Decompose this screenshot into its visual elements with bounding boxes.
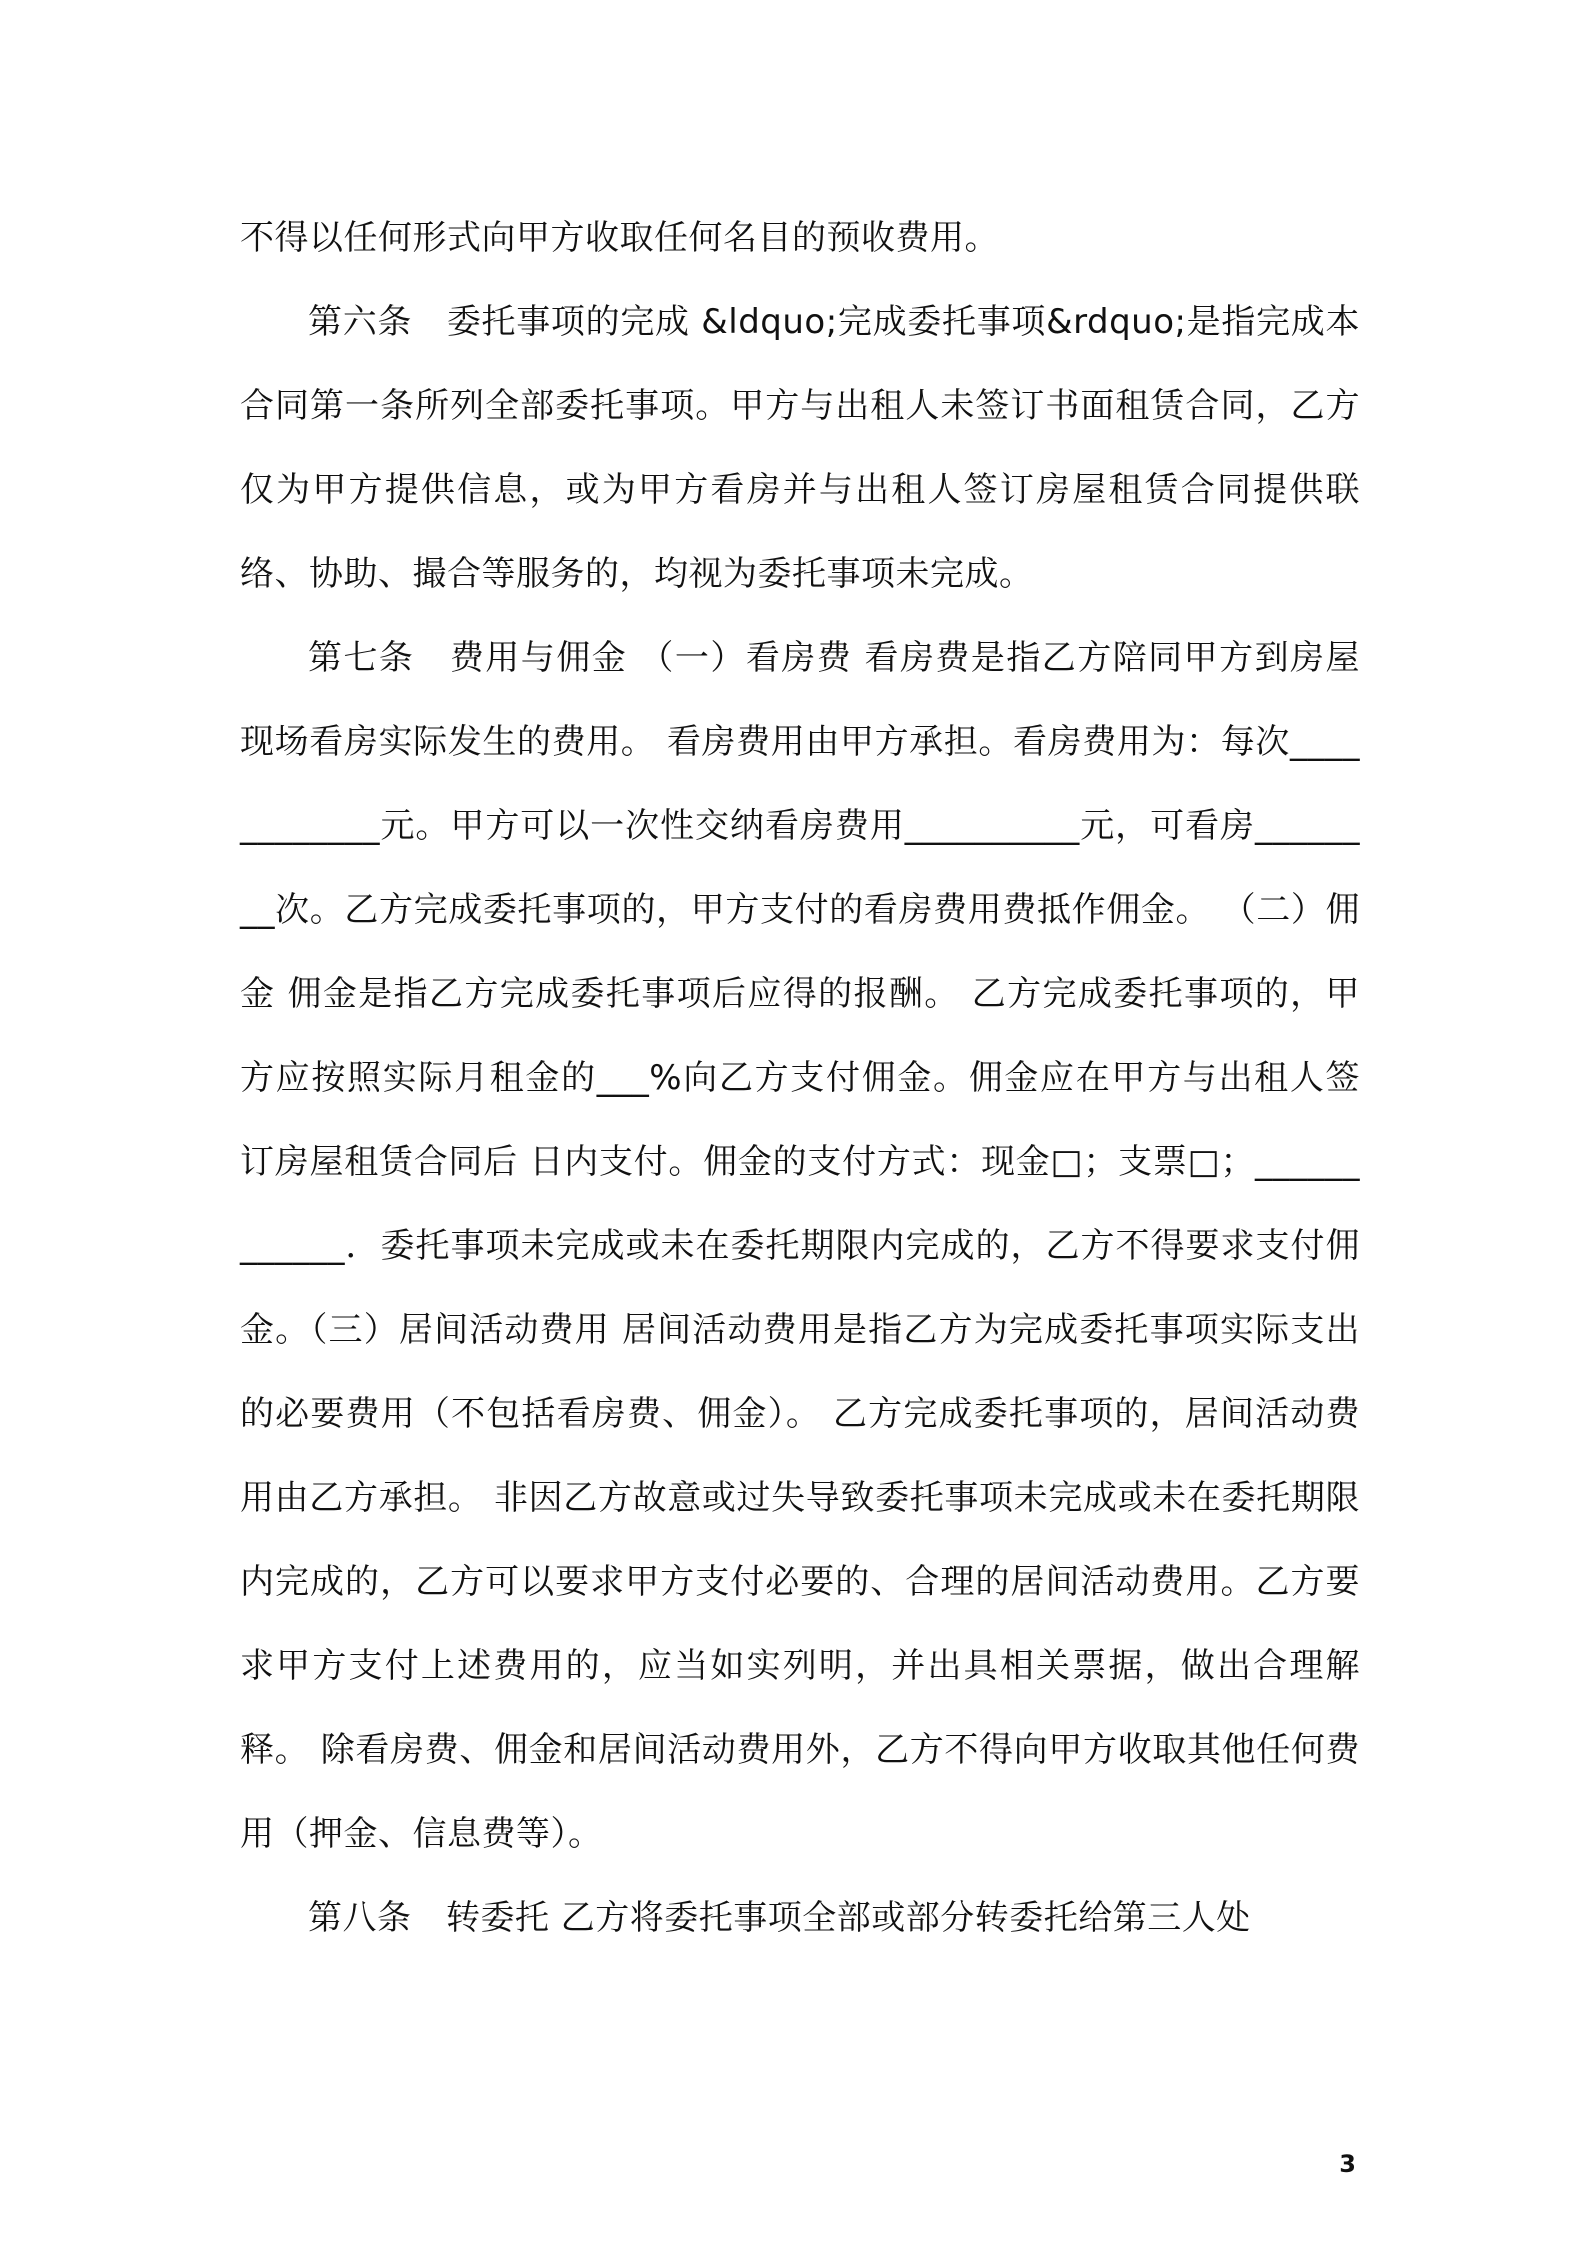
paragraph-article-7: 第七条 费用与佣金 （一）看房费 看房费是指乙方陪同甲方到房屋现场看房实际发生的费用。 看房费用由甲方承担。看房费用为：每次____________元。甲方可以一次性交纳看房费用__________元，可看房________次。乙方完成委托事项的，甲方支付的看房费用费抵作佣金。 （二）佣金 佣金是指乙方完成委托事项后应得的报酬。 乙方完成委托事项的，甲方应按照实际月租金的___%向乙方支付佣金。佣金应在甲方与出租人签订房屋租赁合同后 日内支付。佣金的支付方式：现金□；支票□；____________．委托事项未完成或未在委托期限内完成的，乙方不得要求支付佣金。（三）居间活动费用 居间活动费用是指乙方为完成委托事项实际支出的必要费用（不包括看房费、佣金）。 乙方完成委托事项的，居间活动费用由乙方承担。 非因乙方故意或过失导致委托事项未完成或未在委托期限内完成的，乙方可以要求甲方支付必要的、合理的居间活动费用。乙方要求甲方支付上述费用的，应当如实列明，并出具相关票据，做出合理解释。 除看房费、佣金和居间活动费用外，乙方不得向甲方收取其他任何费用（押金、信息费等）。 <box>240 638 1360 1854</box>
paragraph-continuation: 不得以任何形式向甲方收取任何名目的预收费用。 <box>240 218 999 258</box>
paragraph-article-8: 第八条 转委托 乙方将委托事项全部或部分转委托给第三人处 <box>308 1898 1251 1938</box>
document-body <box>240 196 1360 1960</box>
paragraph-article-6: 第六条 委托事项的完成 &ldquo;完成委托事项&rdquo;是指完成本合同第一条所列全部委托事项。甲方与出租人未签订书面租赁合同，乙方仅为甲方提供信息，或为甲方看房并与出租人签订房屋租赁合同提供联络、协助、撮合等服务的，均视为委托事项未完成。 <box>240 302 1360 594</box>
page-number: 3 <box>1339 2150 1356 2178</box>
